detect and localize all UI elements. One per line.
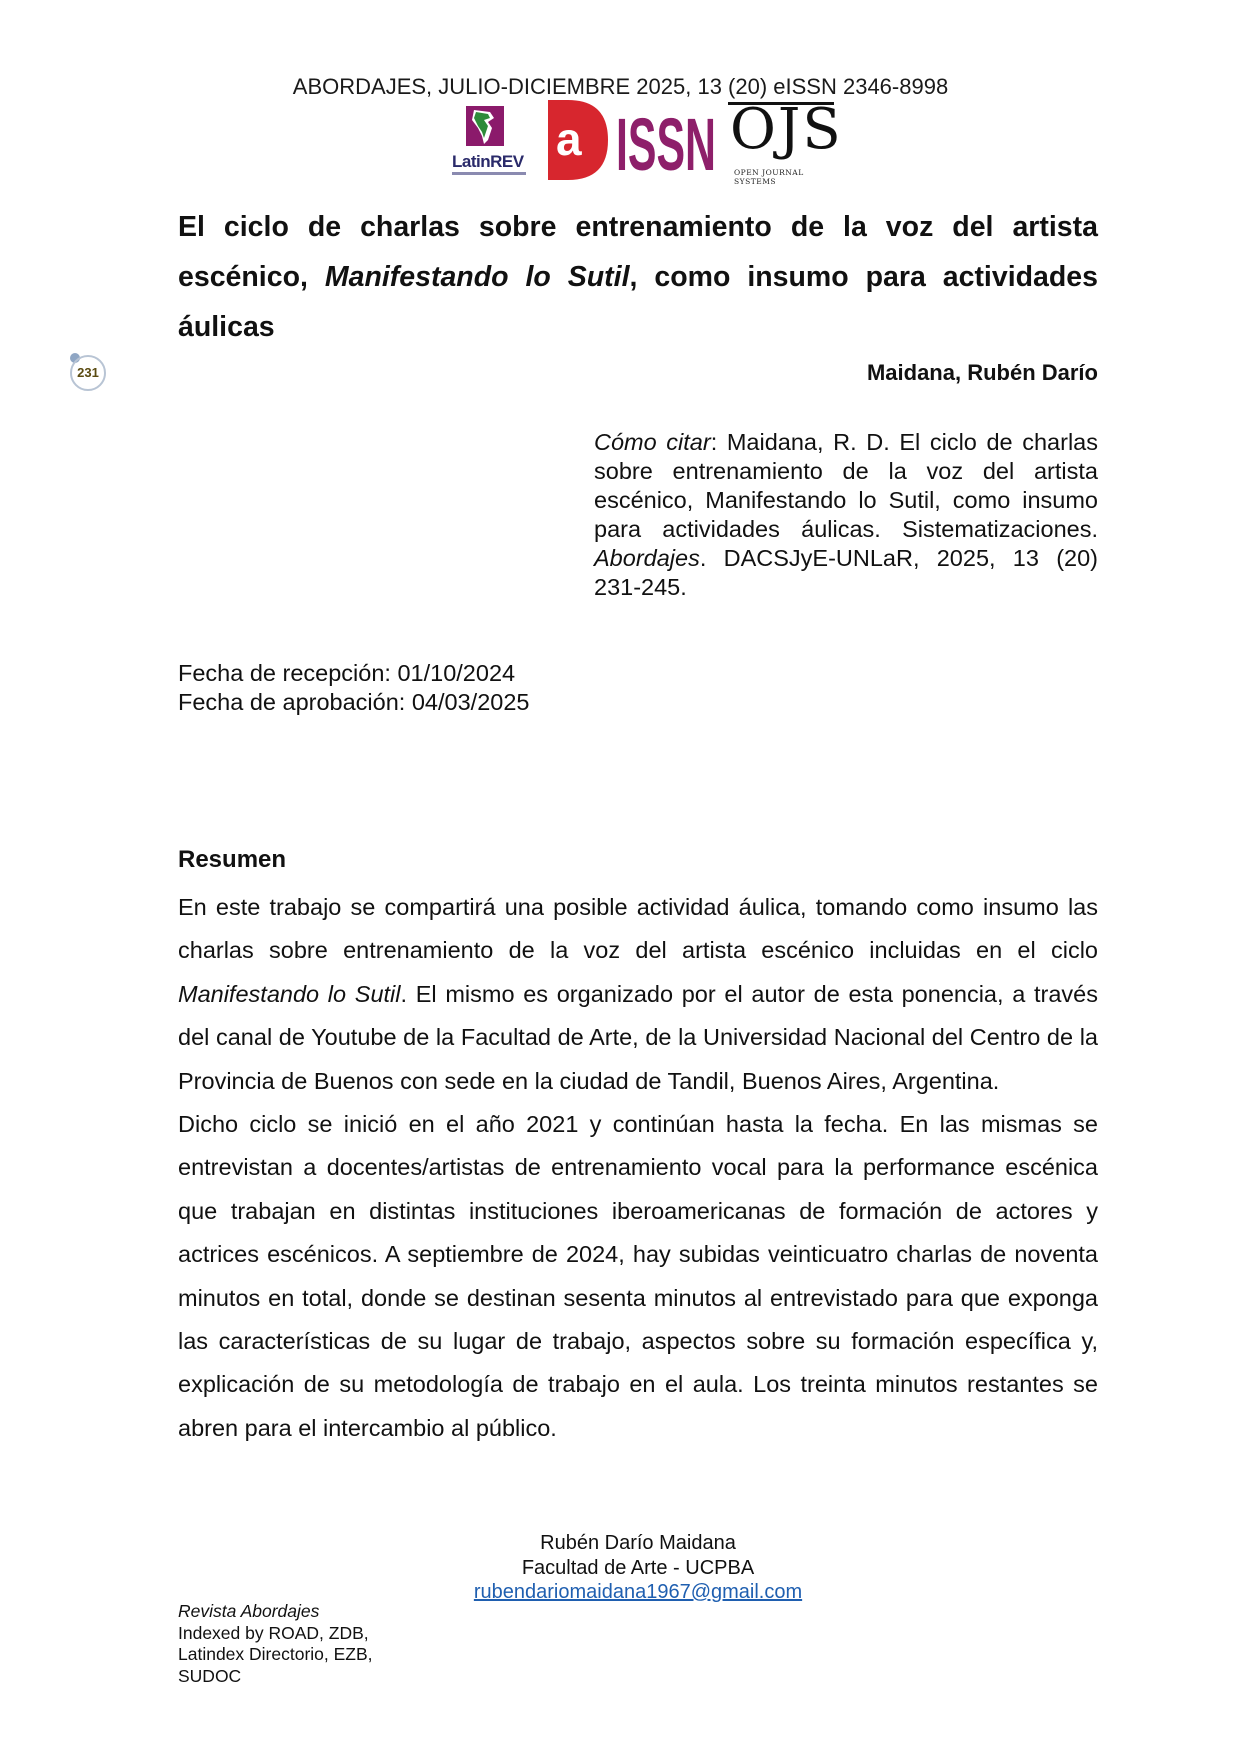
footer-indexing: [178, 1601, 373, 1687]
citation-text: : Maidana, R. D. El ciclo de charlas sobre entrenamiento de la voz del artista escénico, Manifestando lo Sutil, como insumo para actividades áulicas. Sistematizaciones.: [594, 429, 1098, 542]
title-part-2: , como insumo para actividades áulicas: [178, 261, 1098, 343]
page-number-badge: 231: [70, 355, 106, 391]
citation-journal: Abordajes: [594, 545, 700, 571]
a-logo-mark: [548, 100, 608, 180]
citation-details: . DACSJyE-UNLaR, 2025, 13 (20) 231-245.: [594, 545, 1098, 600]
abstract-p1-continued: . El mismo es organizado por el autor de esta ponencia, a través del canal de Youtube de la Facultad de Arte, de la Universidad Nacional del Centro de la Provincia de Buenos con sede en la ciudad de Tandil, Buenos Aires, Argentina.: [178, 980, 1098, 1094]
issn-logo: [616, 104, 716, 178]
footer-index-line-1: Indexed by ROAD, ZDB,: [178, 1622, 369, 1643]
article-author: Maidana, Rubén Darío: [866, 360, 1098, 385]
abstract-p1-italic: Manifestando lo Sutil: [178, 980, 401, 1007]
abstract-paragraph-2: Dicho ciclo se inició en el año 2021 y continúan hasta la fecha. En las mismas se entrevistan a docentes/artistas de entrenamiento vocal para la performance escénica que trabajan en distintas instituciones iberoamericanas de formación de actores y actrices escénicos. A septiembre de 2024, hay subidas veinticuatro charlas de noventa minutos en total, donde se destinan sesenta minutos al entrevistado para que exponga las características de su lugar de trabajo, aspectos sobre su formación específica y, explicación de su metodología de trabajo en el aula. Los treinta minutos restantes se abren para el intercambio al público.: [178, 1111, 1098, 1441]
abstract-heading: Resumen: [178, 846, 287, 873]
author-email-link[interactable]: rubendariomaidana1967@gmail.com: [473, 1581, 803, 1603]
footer-affiliation: Facultad de Arte - UCPBA: [521, 1556, 755, 1579]
issn-logo-mark: [616, 104, 716, 178]
article-dates: [178, 659, 529, 717]
footer-journal-name: Revista Abordajes: [178, 1601, 320, 1621]
journal-header: ABORDAJES, JULIO-DICIEMBRE 2025, 13 (20) eISSN 2346-8998: [292, 74, 949, 99]
latinrev-subtitle-bar: [452, 172, 526, 175]
footer-author-block: [0, 1531, 1241, 1605]
abstract-body: [178, 886, 1098, 1450]
ojs-logo: [728, 97, 843, 186]
latinrev-wordmark: LatinREV: [452, 152, 524, 171]
a-logo: [548, 100, 608, 180]
approved-date: Fecha de aprobación: 04/03/2025: [178, 689, 530, 715]
logo-strip: [448, 97, 843, 186]
citation-block: [594, 428, 1098, 602]
a-logo-letter: a: [556, 113, 582, 165]
latin-america-map-icon: [466, 106, 504, 146]
footer-author-name: Rubén Darío Maidana: [540, 1532, 736, 1554]
footer-index-line-2: Latindex Directorio, EZB,: [178, 1644, 373, 1664]
article-title: [178, 202, 1098, 352]
received-date: Fecha de recepción: 01/10/2024: [178, 660, 516, 686]
title-part-1: El ciclo de charlas sobre entrenamiento de la voz del artista escénico,: [178, 211, 1098, 293]
issn-logo-text: ISSN: [616, 104, 716, 178]
footer-index-line-3: SUDOC: [178, 1665, 242, 1686]
ojs-wordmark: OJS: [730, 97, 843, 162]
ojs-subtitle: OPEN JOURNAL SYSTEMS: [734, 168, 804, 186]
abstract-paragraph-1: [178, 886, 1098, 1103]
citation-label: Cómo citar: [594, 429, 711, 455]
title-italic: Manifestando lo Sutil: [324, 261, 630, 293]
latinrev-logo: [448, 106, 528, 176]
abstract-p1-text: En este trabajo se compartirá una posible actividad áulica, tomando como insumo las charlas sobre entrenamiento de la voz del artista escénico incluidas en el ciclo: [178, 894, 1098, 964]
